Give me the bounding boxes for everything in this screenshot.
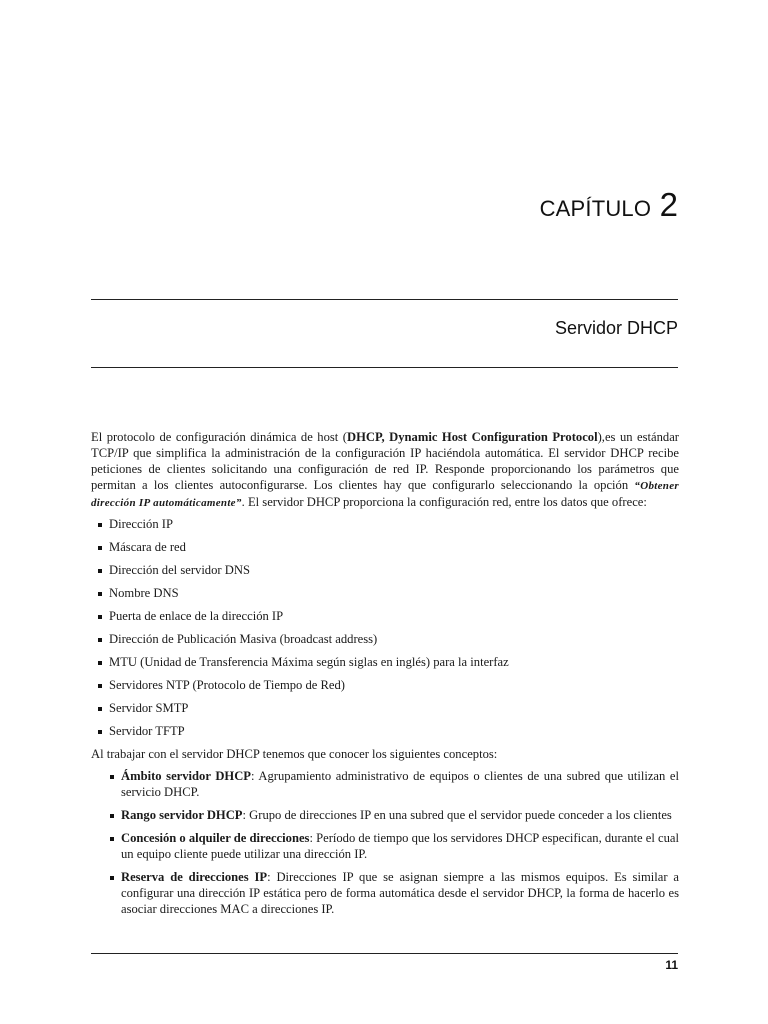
footer-rule: [91, 953, 678, 954]
chapter-number: 2: [659, 186, 678, 223]
list-item: MTU (Unidad de Transferencia Máxima según siglas en inglés) para la interfaz: [109, 654, 679, 677]
list-item: Dirección de Publicación Masiva (broadcast address): [109, 631, 679, 654]
concept-text: : Período de tiempo que los servidores DHCP especifican, durante el cual un equipo cliente puede utilizar una dirección IP.: [121, 831, 680, 861]
concept-term: Ámbito servidor DHCP: [121, 769, 251, 783]
concept-item: [121, 830, 679, 862]
option-label: “Obtener dirección IP automáticamente”: [91, 480, 679, 509]
list-item: Servidor TFTP: [109, 723, 679, 746]
protocol-name: DHCP, Dynamic Host Configuration Protocol: [346, 430, 598, 444]
chapter-title: Servidor DHCP: [554, 318, 678, 338]
concept-term: Reserva de direcciones IP: [121, 870, 268, 884]
chapter-heading: [540, 186, 678, 224]
concept-text: : Direcciones IP que se asignan siempre a las mismos equipos. Es similar a configurar una dirección IP estática pero de forma automática desde el servidor DHCP, la forma de hacerlo es asociar direcciones MAC a direcciones IP.: [121, 870, 679, 916]
concept-text: : Agrupamiento administrativo de equipos o clientes de una subred que utilizan el servicio DHCP.: [121, 769, 679, 799]
list-item: Puerta de enlace de la dirección IP: [109, 608, 679, 631]
list-item: Dirección IP: [109, 516, 679, 539]
concept-item: [121, 768, 679, 800]
concept-item: [121, 807, 679, 823]
intro-text-3: . El servidor DHCP proporciona la configuración red, entre los datos que ofrece:: [241, 495, 647, 509]
concepts-list: [91, 768, 679, 917]
top-rule: [91, 299, 678, 300]
list-item: Dirección del servidor DNS: [109, 562, 679, 585]
intro-text-2: ),es un estándar TCP/IP que simplifica la administración de la configuración IP haciéndola automática. El servidor DHCP recibe peticiones de clientes solicitando una configuración de red IP. Responde proporcionando los parámetros que permitan a los clientes autoconfigurarse. Los clientes hay que configurarlo seleccionando la opción: [91, 430, 679, 492]
concept-term: Rango servidor DHCP: [121, 808, 243, 822]
concept-item: [121, 869, 679, 917]
concept-text: : Grupo de direcciones IP en una subred que el servidor puede conceder a los clientes: [242, 808, 672, 822]
concepts-intro: Al trabajar con el servidor DHCP tenemos que conocer los siguientes conceptos:: [91, 747, 498, 761]
list-item: Servidores NTP (Protocolo de Tiempo de Red): [109, 677, 679, 700]
page-number: 11: [665, 958, 678, 972]
data-list: [91, 516, 679, 746]
intro-paragraph: [91, 429, 679, 511]
intro-text-1: El protocolo de configuración dinámica de host (: [91, 430, 347, 444]
title-rule: [91, 367, 678, 368]
concept-term: Concesión o alquiler de direcciones: [121, 831, 310, 845]
body-content: [91, 429, 679, 924]
list-item: Máscara de red: [109, 539, 679, 562]
list-item: Nombre DNS: [109, 585, 679, 608]
list-item: Servidor SMTP: [109, 700, 679, 723]
chapter-label: CAPÍTULO: [539, 196, 652, 221]
